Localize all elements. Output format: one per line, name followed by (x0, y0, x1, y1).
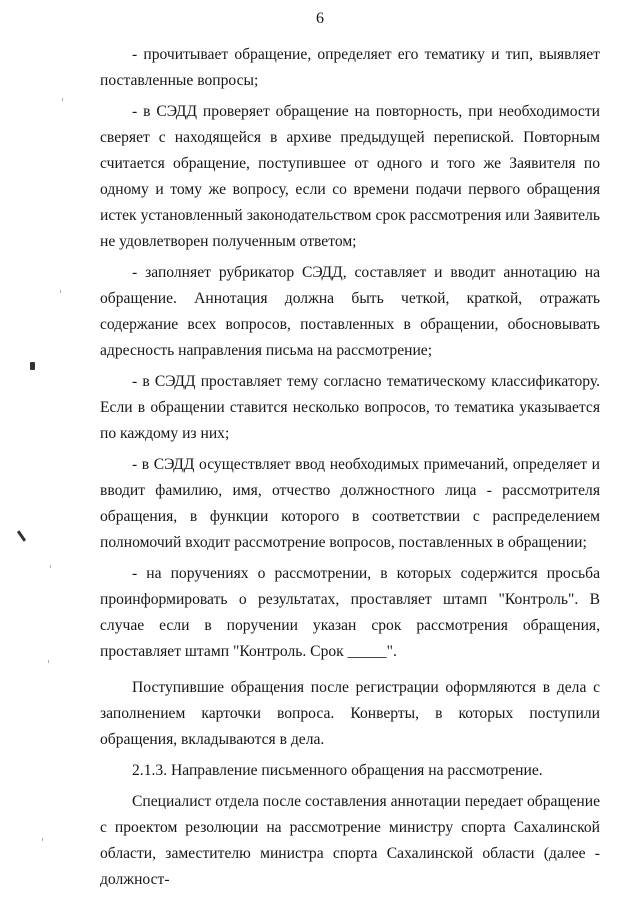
document-body (100, 42, 600, 893)
scan-mark (30, 362, 35, 370)
paragraph-1: - прочитывает обращение, определяет его тематику и тип, выявляет поставленные вопросы; (100, 46, 600, 89)
scan-mark (17, 530, 26, 542)
paragraph-6: - на поручениях о рассмотрении, в которых содержится просьба проинформировать о результатах, проставляет штамп "Контроль". В случае если в поручении указан срок рассмотрения обращения, проставляет штамп "Контроль. Срок _____". (100, 565, 600, 660)
page-number: 6 (316, 10, 324, 27)
paragraph-5: - в СЭДД осуществляет ввод необходимых примечаний, определяет и вводит фамилию, имя, отчество должностного лица - рассмотрителя обращения, в функции которого в соответствии с распределением полномочий входит рассмотрение вопросов, поставленных в обращении; (100, 456, 600, 551)
scan-dot (48, 660, 49, 663)
paragraph-3: - заполняет рубрикатор СЭДД, составляет и вводит аннотацию на обращение. Аннотация должна быть четкой, краткой, отражать содержание всех вопросов, поставленных в обращении, обосновывать адресность направления письма на рассмотрение; (100, 264, 600, 359)
paragraph-8: 2.1.3. Направление письменного обращения на рассмотрение. (132, 762, 543, 779)
paragraph-7: Поступившие обращения после регистрации оформляются в дела с заполнением карточки вопроса. Конверты, в которых поступили обращения, вкладываются в дела. (100, 679, 600, 748)
paragraph-4: - в СЭДД проставляет тему согласно тематическому классификатору. Если в обращении ставится несколько вопросов, то тематика указывается по каждому из них; (100, 373, 600, 442)
scan-dot (62, 98, 63, 101)
scan-dot (50, 565, 51, 568)
scan-dot (60, 290, 61, 293)
scan-dot (42, 838, 43, 841)
paragraph-9: Специалист отдела после составления аннотации передает обращение с проектом резолюции на рассмотрение министру спорта Сахалинской области, заместителю министра спорта Сахалинской области (далее - должност- (100, 793, 600, 888)
paragraph-2: - в СЭДД проверяет обращение на повторность, при необходимости сверяет с находящейся в архиве предыдущей перепиской. Повторным считается обращение, поступившее от одного и того же Заявителя по одному и тому же вопросу, если со времени подачи первого обращения истек установленный законодательством срок рассмотрения или Заявитель не удовлетворен полученным ответом; (100, 103, 600, 250)
